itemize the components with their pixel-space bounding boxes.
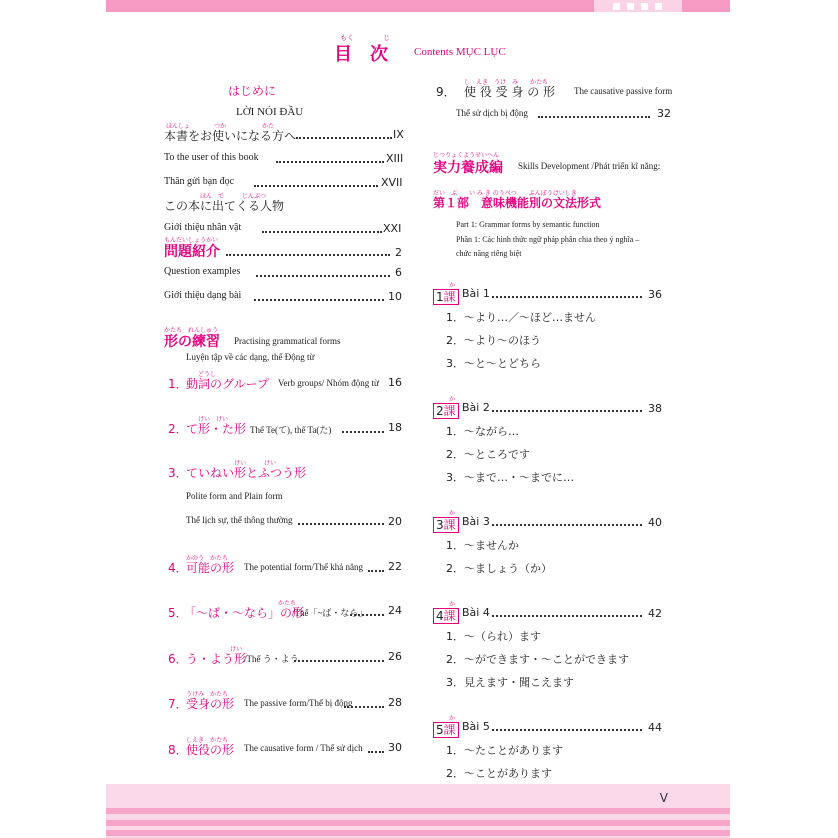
lesson-badge: 1課 — [433, 289, 459, 305]
lesson-item: 2．～ことがあります — [446, 767, 552, 780]
page-number: V — [659, 791, 668, 805]
lesson-item: 3．見えます・聞こえます — [446, 676, 574, 689]
top-decor-bar — [106, 0, 730, 12]
lesson-badge: 4課 — [433, 608, 459, 624]
lesson-item: 3．～まで…・～までに… — [446, 471, 574, 484]
page: もく じ 目 次 Contents MỤC LỤC はじめに LỜI NÓI ĐẦU ほんしょ つか かた 本書をお使いになる方へ IX To the user of this book XIII Thân gửi bạn đọc XVII ほん で じんぶつ この本に出てくる人物 Giới thiệu nhân vật XXI もんだいしょうかい 問題紹介 2 Question examples 6 Giới thiệu dạng bài 10 かたち れんしゅう 形の練習 Practising grammatical forms Luyện tập về các dạng, thể Động từ どうし 1． 動詞のグループ Verb groups/ Nhóm động từ 16 けい けい 2． て形・た形 Thể Te(て), thể Ta(た) 18 けい けい 3． ていねい形とふつう形 Polite form and Plain form Thể lịch sự, thể thông thường 20 かのう かたち 4． 可能の形 The potential form/Thể khả năng 22 かたち 5． 「～ば・～なら」の形 /Thể「~ば・なら」 24 けい 6． う・よう形 /Thể う・よう 26 うけみ かたち 7． 受身の形 The passive form/Thể bị động 28 しえき かたち 8． 使役の形 The causative form / Thể sử dịch 30 し えき うけ み かたち 9． 使 役 受 身 の 形 The causative passive form Thể sử dịch bị động 32 じつりょくようせいへん 実力養成編 Skills Development /Phát triển kĩ năng: だい ぶ い み き のうべつ ぶんぽうけいしき 第１部 意味機能別の文法形式 Part 1: Grammar forms by semantic function Phần 1: Các hình thức ngữ pháp phân chia theo ý nghĩa – chức năng riêng biệt か 1課 Bài 1 36 1．～より…／～ほど…ません 2．～より～のほう 3．～と～とどちら か 2課 Bài 2 38 1．～ながら… 2．～ところです 3．～まで…・～までに… か 3課 Bài 3 40 1．～ませんか 2．～ましょう（か） か 4課 Bài 4 42 1．～（られ）ます 2．～ができます・～ことができます 3．見えます・聞こえます か 5課 Bài 5 44 1．～たことがあります 2．～ことがあります V — [106, 0, 730, 838]
lesson-item: 3．～と～とどちら — [446, 357, 541, 370]
hajimeni-heading: はじめに — [228, 84, 277, 98]
bottom-decor — [106, 784, 730, 838]
lesson-item: 2．～ところです — [446, 448, 530, 461]
lesson-item: 2．～より～のほう — [446, 334, 541, 347]
lesson-item: 2．～ましょう（か） — [446, 562, 552, 575]
lesson-item: 1．～ながら… — [446, 425, 519, 438]
title-subtitle: Contents MỤC LỤC — [414, 46, 506, 58]
lesson-badge: 5課 — [433, 722, 459, 738]
title-mokuji: 目 次 — [334, 44, 388, 65]
lesson-item: 1．～より…／～ほど…ません — [446, 311, 596, 324]
lesson-item: 1．～たことがあります — [446, 744, 563, 757]
lesson-badge: 3課 — [433, 517, 459, 533]
lesson-item: 1．～ませんか — [446, 539, 519, 552]
lesson-item: 2．～ができます・～ことができます — [446, 653, 629, 666]
lesson-badge: 2課 — [433, 403, 459, 419]
lesson-item: 1．～（られ）ます — [446, 630, 541, 643]
loi-noi-dau-heading: LỜI NÓI ĐẦU — [236, 106, 304, 118]
